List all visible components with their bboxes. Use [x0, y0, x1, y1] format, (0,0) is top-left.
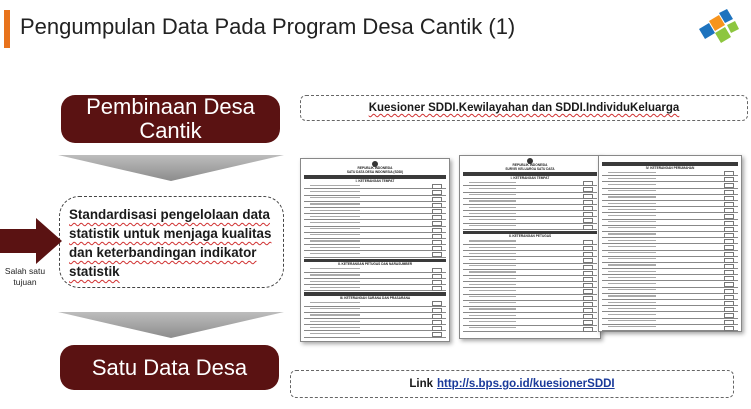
kuesioner-label-box: Kuesioner SDDI.Kewilayahan dan SDDI.IndividuKeluarga — [300, 95, 748, 121]
satu-data-desa-box: Satu Data Desa — [60, 345, 279, 390]
questionnaire-link-box — [290, 370, 734, 398]
questionnaire-link[interactable]: http://s.bps.go.id/kuesionerSDDI — [437, 378, 615, 390]
link-prefix: Link — [409, 378, 433, 390]
down-arrow-bottom — [58, 312, 284, 338]
goal-description-text: Standardisasi pengelolaan data statistik untuk menjaga kualitas dan keterbandingan indikator statistik — [69, 207, 272, 279]
questionnaire-form-perumahan: IV. KETERANGAN PERUMAHAN — [598, 155, 742, 332]
goal-pointer-arrow-icon — [0, 218, 62, 264]
questionnaire-form-individu-keluarga: REPUBLIK INDONESIA SURVEI KELUARGA SATU DATA I. KETERANGAN TEMPAT II. KETERANGAN PETUGAS — [459, 155, 601, 339]
goal-description-box — [59, 196, 284, 288]
down-arrow-top — [58, 155, 284, 181]
questionnaire-form-kewilayahan: REPUBLIK INDONESIA SATU DATA DESA INDONESIA (SDDI) I. KETERANGAN TEMPAT II. KETERANGAN PETUGAS DAN NARASUMBER III. KETERANGAN SARANA DAN PRASARANA — [300, 158, 450, 342]
page-title: Pengumpulan Data Pada Program Desa Cantik (1) — [20, 14, 516, 39]
title-accent-bar — [4, 10, 10, 48]
pembinaan-desa-cantik-box: Pembinaan Desa Cantik — [61, 95, 280, 143]
goal-label: Salah satu tujuan — [4, 266, 46, 287]
bps-logo-icon — [693, 7, 743, 47]
